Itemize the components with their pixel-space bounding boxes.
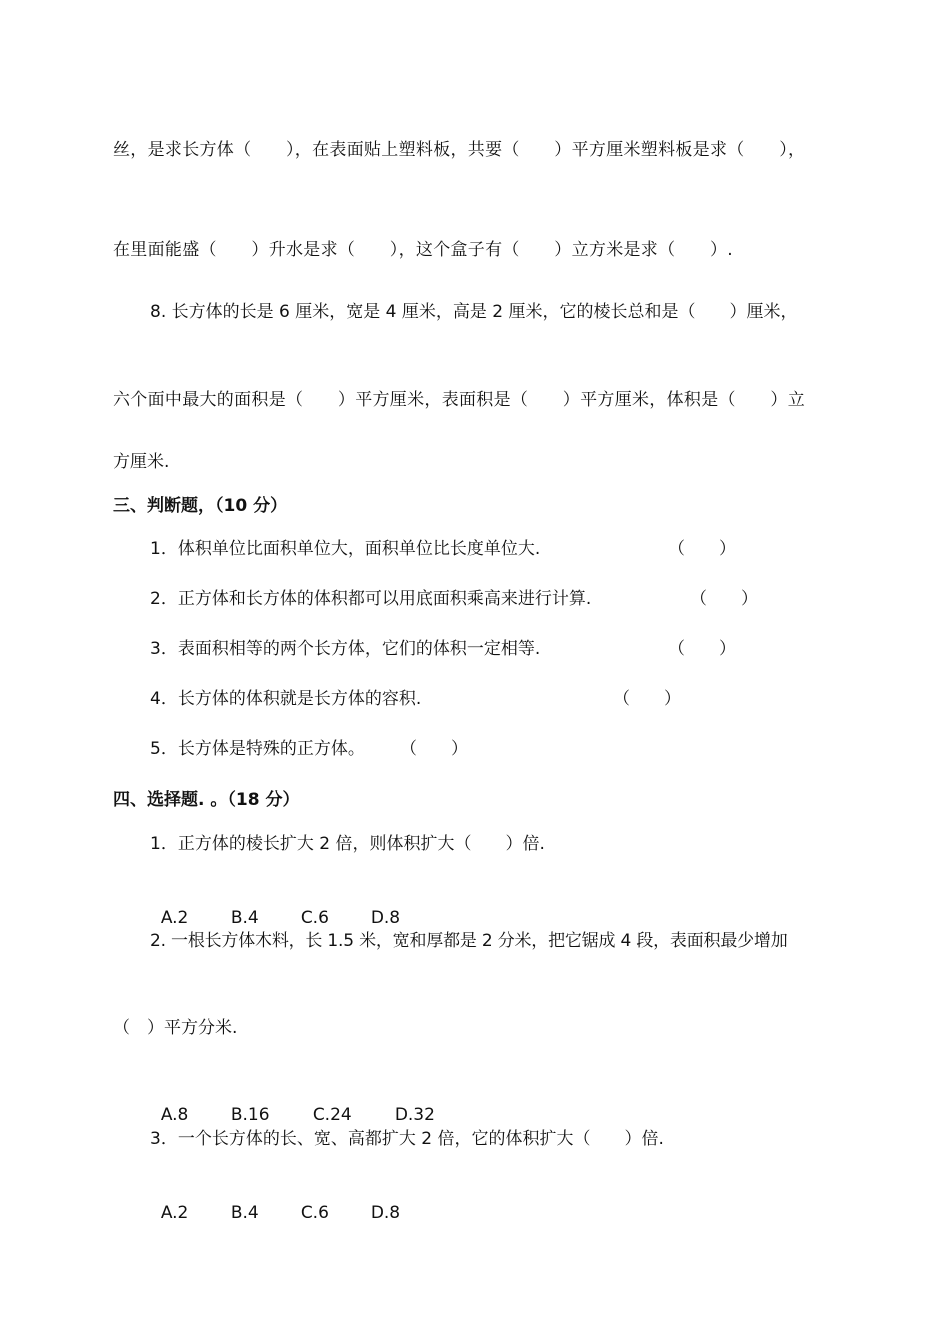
choice-q1-options [150,882,441,930]
judge-item-5: 5．长方体是特殊的正方体。 [150,739,365,759]
q8-line-2: 六个面中最大的面积是（ ）平方厘米，表面积是（ ）平方厘米，体积是（ ）立 [113,390,805,410]
option-a[interactable]: A.2 [160,908,189,928]
judge-item-1: 1．体积单位比面积单位大，面积单位比长度单位大. [150,539,541,559]
option-b[interactable]: B.4 [230,908,259,928]
judge-item-4: 4．长方体的体积就是长方体的容积. [150,689,422,709]
section4-heading: 四、选择题. 。（18 分） [113,790,300,810]
choice-q1: 1．正方体的棱长扩大 2 倍，则体积扩大（ ）倍. [150,834,545,854]
judge-bracket-5[interactable]: （ ） [400,739,468,759]
option-c[interactable]: C.6 [300,908,329,928]
judge-item-3: 3．表面积相等的两个长方体，它们的体积一定相等. [150,639,541,659]
q7-line-1: 丝，是求长方体（ ），在表面贴上塑料板，共要（ ）平方厘米塑料板是求（ ）， [113,140,806,160]
choice-q2-options [150,1079,477,1127]
q7-line-2: 在里面能盛（ ）升水是求（ ），这个盒子有（ ）立方米是求（ ）. [113,240,734,260]
option-d[interactable]: D.32 [394,1105,435,1125]
q8-line-3: 方厘米. [113,452,170,472]
option-b[interactable]: B.16 [230,1105,270,1125]
option-a[interactable]: A.8 [160,1105,189,1125]
judge-item-2: 2．正方体和长方体的体积都可以用底面积乘高来进行计算. [150,589,592,609]
judge-bracket-1[interactable]: （ ） [668,539,736,559]
choice-q3: 3．一个长方体的长、宽、高都扩大 2 倍，它的体积扩大（ ）倍. [150,1129,664,1149]
option-a[interactable]: A.2 [160,1203,189,1223]
option-b[interactable]: B.4 [230,1203,259,1223]
option-d[interactable]: D.8 [370,1203,401,1223]
choice-q2-line-2: （ ）平方分米. [113,1018,238,1038]
option-c[interactable]: C.6 [300,1203,329,1223]
option-c[interactable]: C.24 [312,1105,352,1125]
choice-q2-line-1: 2. 一根长方体木料，长 1.5 米，宽和厚都是 2 分米，把它锯成 4 段，表面积最少增加 [150,931,788,951]
option-d[interactable]: D.8 [370,908,401,928]
section3-heading: 三、判断题，（10 分） [113,496,288,516]
judge-bracket-2[interactable]: （ ） [690,589,758,609]
choice-q3-options [150,1177,441,1225]
q8-line-1: 8. 长方体的长是 6 厘米，宽是 4 厘米，高是 2 厘米，它的棱长总和是（ ）厘米， [150,302,798,322]
judge-bracket-3[interactable]: （ ） [668,639,736,659]
judge-bracket-4[interactable]: （ ） [613,689,681,709]
